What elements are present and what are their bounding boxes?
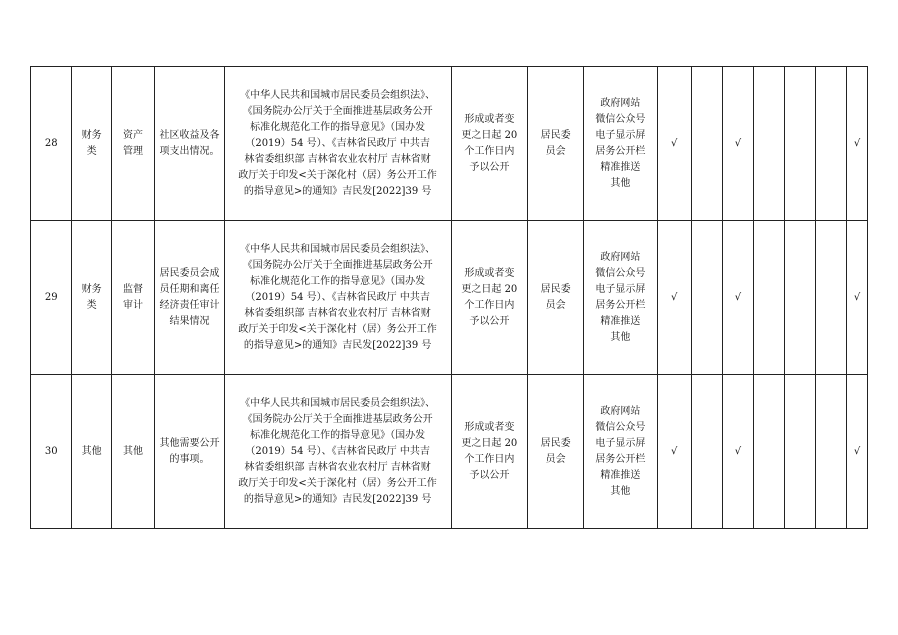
time-limit-line: 予以公开 <box>469 315 510 327</box>
channel-line: 政府网站 <box>600 251 641 263</box>
check-cell <box>691 221 722 375</box>
legal-basis-line: 《中华人民共和国城市居民委员会组织法》、 <box>240 89 436 101</box>
subject-line: 居民委 <box>540 437 571 449</box>
category-level1: 其他 <box>72 375 111 529</box>
channel-line: 政府网站 <box>600 405 641 417</box>
channel-line: 政府网站 <box>600 97 641 109</box>
check-cell: √ <box>722 221 753 375</box>
category-level2: 其他 <box>111 375 155 529</box>
legal-basis-line: （2019）54 号）、《吉林省民政厅 中共吉 <box>245 137 430 149</box>
legal-basis-line: （2019）54 号）、《吉林省民政厅 中共吉 <box>245 445 430 457</box>
time-limit-line: 形成或者变 <box>464 421 515 433</box>
check-cell: √ <box>657 221 691 375</box>
time-limit-line: 个工作日内 <box>464 453 515 465</box>
check-cell: √ <box>657 375 691 529</box>
check-cell <box>753 375 784 529</box>
disclosure-table <box>30 66 868 529</box>
legal-basis <box>224 221 451 375</box>
category-level1-text: 财务类 <box>81 283 102 311</box>
time-limit-line: 个工作日内 <box>464 299 515 311</box>
disclosure-channels <box>584 375 658 529</box>
channel-line: 其他 <box>610 485 631 497</box>
legal-basis-line: 的指导意见>的通知》吉民发[2022]39 号 <box>243 339 432 351</box>
check-cell: √ <box>722 67 753 221</box>
table-row <box>31 375 868 529</box>
legal-basis-line: 政厅关于印发<关于深化村（居）务公开工作 <box>238 323 437 335</box>
disclosure-channels <box>584 221 658 375</box>
disclosure-content: 其他需要公开的事项。 <box>155 375 224 529</box>
check-cell: √ <box>847 375 868 529</box>
row-number: 29 <box>31 221 72 375</box>
legal-basis-line: 《国务院办公厅关于全面推进基层政务公开 <box>242 413 433 425</box>
check-cell <box>816 221 847 375</box>
responsible-subject <box>528 375 584 529</box>
channel-line: 微信公众号 <box>595 267 646 279</box>
category-level2 <box>111 67 155 221</box>
channel-line: 精准推送 <box>600 161 641 173</box>
channel-line: 电子显示屏 <box>595 437 646 449</box>
time-limit-line: 予以公开 <box>469 469 510 481</box>
disclosure-channels <box>584 67 658 221</box>
subject-line: 居民委 <box>540 129 571 141</box>
channel-line: 精准推送 <box>600 469 641 481</box>
subject-line: 居民委 <box>540 283 571 295</box>
legal-basis-line: 林省委组织部 吉林省农业农村厅 吉林省财 <box>244 461 431 473</box>
legal-basis-line: 标准化规范化工作的指导意见》（国办发 <box>250 121 426 133</box>
time-limit-line: 形成或者变 <box>464 267 515 279</box>
legal-basis <box>224 67 451 221</box>
disclosure-content: 居民委员会成员任期和离任经济责任审计结果情况 <box>155 221 224 375</box>
time-limit <box>451 375 528 529</box>
channel-line: 其他 <box>610 177 631 189</box>
check-cell <box>816 375 847 529</box>
check-cell <box>691 375 722 529</box>
time-limit <box>451 221 528 375</box>
legal-basis-line: 《中华人民共和国城市居民委员会组织法》、 <box>240 243 436 255</box>
category-level2-text: 监督审计 <box>123 283 144 311</box>
check-cell: √ <box>722 375 753 529</box>
channel-line: 其他 <box>610 331 631 343</box>
legal-basis-line: 标准化规范化工作的指导意见》（国办发 <box>250 275 426 287</box>
channel-line: 居务公开栏 <box>595 453 646 465</box>
category-level2 <box>111 221 155 375</box>
row-number: 28 <box>31 67 72 221</box>
time-limit-line: 予以公开 <box>469 161 510 173</box>
check-cell <box>785 221 816 375</box>
category-level1 <box>72 67 111 221</box>
time-limit-line: 更之日起 20 <box>461 283 518 295</box>
legal-basis-line: 《中华人民共和国城市居民委员会组织法》、 <box>240 397 436 409</box>
legal-basis-line: 林省委组织部 吉林省农业农村厅 吉林省财 <box>244 307 431 319</box>
channel-line: 微信公众号 <box>595 113 646 125</box>
legal-basis-line: 的指导意见>的通知》吉民发[2022]39 号 <box>243 493 432 505</box>
legal-basis-line: 政厅关于印发<关于深化村（居）务公开工作 <box>238 477 437 489</box>
responsible-subject <box>528 221 584 375</box>
legal-basis-line: 的指导意见>的通知》吉民发[2022]39 号 <box>243 185 432 197</box>
check-cell <box>691 67 722 221</box>
channel-line: 居务公开栏 <box>595 299 646 311</box>
check-cell: √ <box>847 67 868 221</box>
check-cell: √ <box>657 67 691 221</box>
table-row <box>31 221 868 375</box>
channel-line: 电子显示屏 <box>595 283 646 295</box>
check-cell <box>753 221 784 375</box>
subject-line: 员会 <box>545 145 566 157</box>
legal-basis-line: 政厅关于印发<关于深化村（居）务公开工作 <box>238 169 437 181</box>
legal-basis <box>224 375 451 529</box>
legal-basis-line: 标准化规范化工作的指导意见》（国办发 <box>250 429 426 441</box>
check-cell <box>785 67 816 221</box>
responsible-subject <box>528 67 584 221</box>
time-limit-line: 形成或者变 <box>464 113 515 125</box>
check-cell <box>785 375 816 529</box>
check-cell: √ <box>847 221 868 375</box>
time-limit-line: 更之日起 20 <box>461 437 518 449</box>
subject-line: 员会 <box>545 299 566 311</box>
disclosure-content: 社区收益及各项支出情况。 <box>155 67 224 221</box>
category-level1-text: 财务类 <box>81 129 102 157</box>
channel-line: 精准推送 <box>600 315 641 327</box>
legal-basis-line: （2019）54 号）、《吉林省民政厅 中共吉 <box>245 291 430 303</box>
channel-line: 电子显示屏 <box>595 129 646 141</box>
category-level2-text: 资产管理 <box>123 129 144 157</box>
row-number: 30 <box>31 375 72 529</box>
check-cell <box>753 67 784 221</box>
check-cell <box>816 67 847 221</box>
legal-basis-line: 《国务院办公厅关于全面推进基层政务公开 <box>242 105 433 117</box>
subject-line: 员会 <box>545 453 566 465</box>
channel-line: 微信公众号 <box>595 421 646 433</box>
channel-line: 居务公开栏 <box>595 145 646 157</box>
category-level1 <box>72 221 111 375</box>
time-limit-line: 更之日起 20 <box>461 129 518 141</box>
table-row <box>31 67 868 221</box>
time-limit <box>451 67 528 221</box>
legal-basis-line: 《国务院办公厅关于全面推进基层政务公开 <box>242 259 433 271</box>
legal-basis-line: 林省委组织部 吉林省农业农村厅 吉林省财 <box>244 153 431 165</box>
time-limit-line: 个工作日内 <box>464 145 515 157</box>
